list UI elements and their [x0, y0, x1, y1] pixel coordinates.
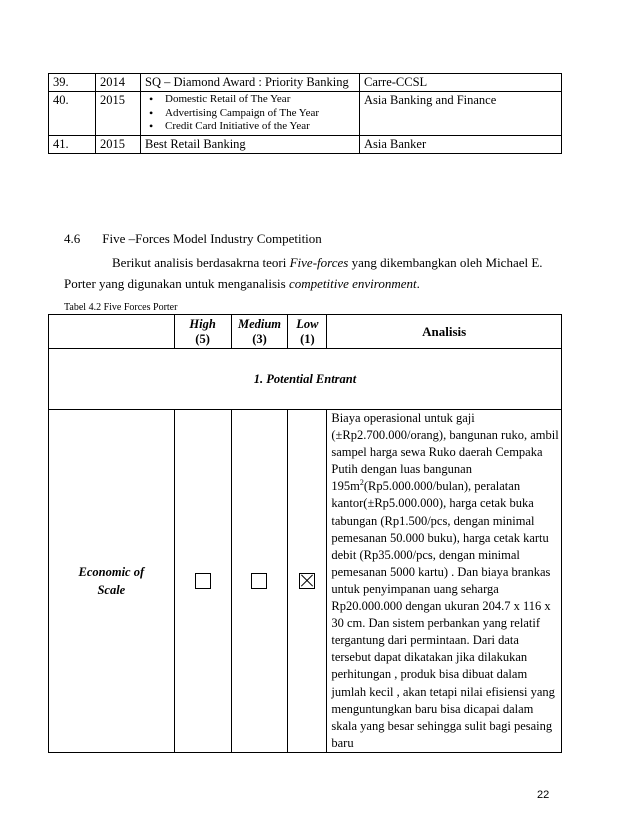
paragraph-line-1	[112, 255, 543, 271]
award-name: Best Retail Banking	[141, 135, 360, 153]
award-list-item: • Advertising Campaign of The Year	[145, 107, 355, 121]
paragraph-emphasis: Five-forces	[289, 255, 349, 270]
table-row	[49, 135, 562, 153]
awards-table	[48, 73, 562, 154]
rating-cell-high	[174, 410, 231, 753]
factor-label: Scale	[97, 582, 126, 597]
header-label: High	[189, 316, 216, 331]
award-name: SQ – Diamond Award : Priority Banking	[141, 74, 360, 92]
section-row	[49, 349, 562, 410]
checkbox-medium	[251, 573, 267, 589]
table-row	[49, 74, 562, 92]
paragraph-text: Berikut analisis berdasakrna teori	[112, 255, 290, 270]
award-number: 41.	[49, 135, 96, 153]
analysis-text	[327, 410, 562, 753]
factor-label: Economic of	[78, 564, 145, 579]
header-medium	[231, 315, 288, 349]
section-title: Five –Forces Model Industry Competition	[102, 231, 322, 246]
rating-cell-medium	[231, 410, 288, 753]
factor-name	[49, 410, 175, 753]
analysis-text-part: (Rp5.000.000/bulan), peralatan kantor(±Rp5.000.000), harga cetak buka tabungan (Rp1.500/pcs, dengan minimal pemesanan 50.000 buku), harga cetak kartu debit (Rp35.000/pcs, dengan minimal pemesanan 5000 kartu) . Dan biaya brankas untuk penyimpanan uang seharga Rp20.000.000 dengan ukuran 204.7 x 116 x 30 cm. Dan sistem perbankan yang relatif tergantung dari permintaan. Dari data tersebut dapat dikatakan jika dilakukan perhitungan , produk bisa dibuat dalam jumlah kecil , akan tetapi nilai efisiensi yang menguntungkan baru bisa dicapai dalam skala yang besar sehingga sulit bagi pesaing baru	[331, 479, 555, 750]
header-empty-cell	[49, 315, 175, 349]
award-list-item: • Credit Card Initiative of the Year	[145, 120, 355, 134]
header-label: Medium	[237, 316, 282, 331]
award-source: Asia Banker	[360, 135, 562, 153]
paragraph-text: yang dikembangkan oleh Michael E.	[348, 255, 543, 270]
header-high	[174, 315, 231, 349]
table-row	[49, 410, 562, 753]
five-forces-table	[48, 314, 562, 753]
header-score: (3)	[252, 331, 267, 346]
analysis-text-part: Biaya operasional untuk gaji (±Rp2.700.000/orang), bangunan ruko, ambil sampel harga sewa Ruko daerah Cempaka Putih dengan luas bangunan 195m	[331, 411, 559, 494]
header-score: (5)	[195, 331, 210, 346]
section-heading	[64, 231, 322, 247]
table-row	[49, 92, 562, 136]
table-caption: Tabel 4.2 Five Forces Porter	[64, 302, 178, 313]
award-list-item: • Domestic Retail of The Year	[145, 93, 355, 107]
header-low	[288, 315, 327, 349]
checkbox-low	[299, 573, 315, 589]
award-year: 2014	[96, 74, 141, 92]
rating-cell-low	[288, 410, 327, 753]
table-header-row	[49, 315, 562, 349]
award-number: 40.	[49, 92, 96, 136]
award-year: 2015	[96, 92, 141, 136]
award-list-cell	[141, 92, 360, 136]
header-label: Low	[296, 316, 319, 331]
award-source: Carre-CCSL	[360, 74, 562, 92]
section-title-cell: 1. Potential Entrant	[49, 349, 562, 410]
paragraph-emphasis: competitive environment	[288, 276, 417, 291]
section-number: 4.6	[64, 231, 81, 246]
superscript: 2	[359, 478, 364, 488]
award-list	[145, 93, 355, 134]
award-source: Asia Banking and Finance	[360, 92, 562, 136]
paragraph-line-2	[64, 276, 420, 292]
checkbox-high	[195, 573, 211, 589]
award-number: 39.	[49, 74, 96, 92]
page-number: 22	[537, 789, 550, 801]
header-analysis: Analisis	[327, 315, 562, 349]
paragraph-text: Porter yang digunakan untuk menganalisis	[64, 276, 289, 291]
header-score: (1)	[300, 331, 315, 346]
paragraph-text: .	[416, 276, 420, 291]
award-year: 2015	[96, 135, 141, 153]
